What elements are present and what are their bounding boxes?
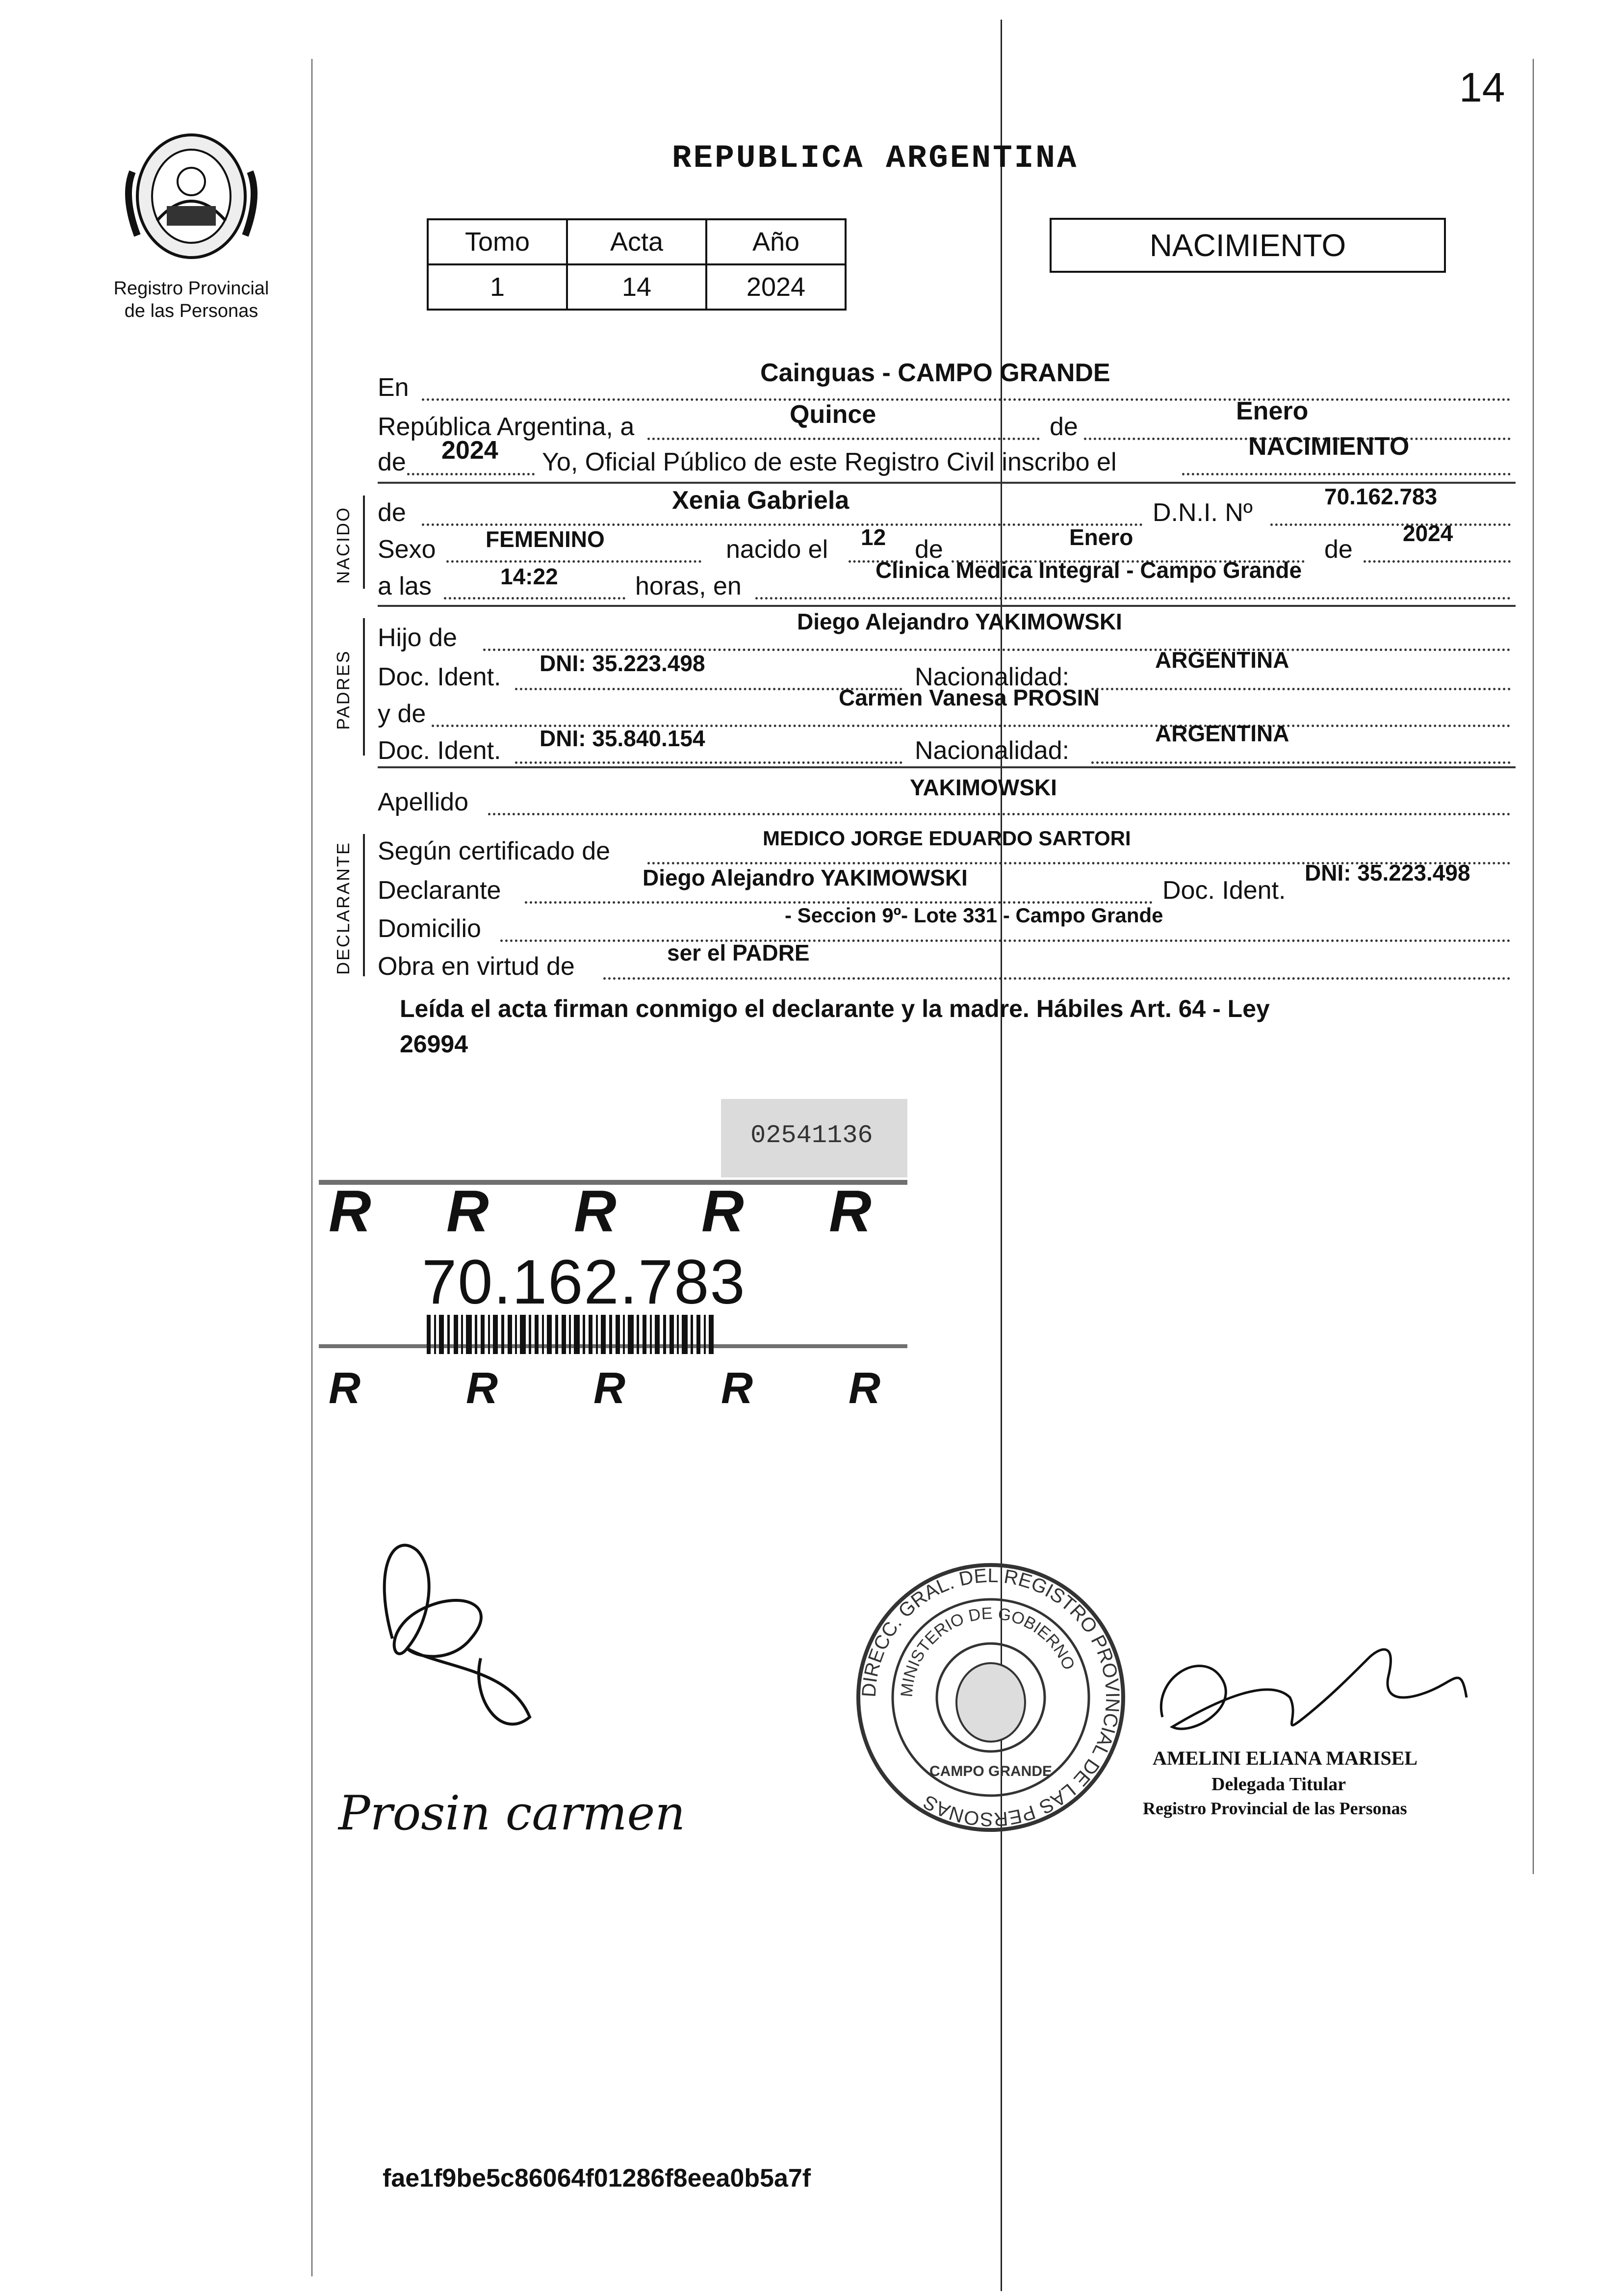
sticker-serial: 02541136: [750, 1121, 873, 1150]
horas-label: horas, en: [635, 572, 742, 600]
dotted-line: [1270, 523, 1511, 526]
domicilio-label: Domicilio: [378, 914, 481, 943]
dotted-line: [755, 597, 1511, 600]
declarante-section-label: DECLARANTE: [333, 841, 353, 975]
section-rule: [378, 766, 1516, 768]
dotted-line: [500, 939, 1511, 942]
birth-day-value: 12: [861, 524, 886, 550]
de-label: de: [915, 535, 943, 564]
birth-month-value: Enero: [1069, 524, 1133, 550]
svg-text:R: R: [849, 1364, 880, 1413]
nacido-el-label: nacido el: [726, 535, 828, 564]
dotted-line: [446, 560, 701, 563]
section-rule: [378, 605, 1516, 607]
svg-text:R: R: [829, 1178, 872, 1244]
month-value: Enero: [1236, 397, 1309, 425]
section-bracket: [363, 618, 365, 756]
father-name-value: Diego Alejandro YAKIMOWSKI: [797, 609, 1122, 634]
page-number: 14: [1459, 64, 1505, 110]
official-signature: [1143, 1619, 1476, 1756]
hijo-de-label: Hijo de: [378, 624, 457, 652]
dni-label: D.N.I. Nº: [1153, 498, 1253, 527]
declarante-doc-label: Doc. Ident.: [1162, 876, 1286, 905]
mother-nat-label: Nacionalidad:: [915, 736, 1070, 765]
nacido-section-label: NACIDO: [333, 506, 353, 584]
child-dni-value: 70.162.783: [1324, 484, 1438, 509]
declarante-name-value: Diego Alejandro YAKIMOWSKI: [643, 865, 968, 890]
dotted-line: [647, 438, 1040, 440]
document-hash: fae1f9be5c86064f01286f8eea0b5a7f: [383, 2164, 811, 2192]
left-margin-line: [311, 59, 312, 2276]
father-doc-value: DNI: 35.223.498: [540, 651, 705, 676]
birth-time-value: 14:22: [500, 564, 558, 589]
header-tomo: Tomo: [428, 219, 567, 264]
obra-value: ser el PADRE: [667, 940, 810, 965]
acta-type-value: NACIMIENTO: [1248, 432, 1410, 461]
svg-text:R: R: [466, 1364, 498, 1413]
svg-text:R: R: [329, 1364, 360, 1413]
de-label: de: [1324, 535, 1353, 564]
section-bracket: [363, 834, 365, 976]
declarante-label: Declarante: [378, 876, 501, 905]
record-table: [427, 218, 847, 311]
sexo-value: FEMENINO: [486, 526, 605, 552]
svg-text:R: R: [329, 1178, 371, 1244]
birth-place-value: Clinica Medica Integral - Campo Grande: [875, 557, 1302, 583]
sexo-label: Sexo: [378, 535, 436, 564]
obra-label: Obra en virtud de: [378, 952, 575, 981]
dotted-line: [1364, 560, 1511, 563]
father-doc-label: Doc. Ident.: [378, 663, 501, 691]
father-signature: [353, 1511, 608, 1737]
record-type-box: NACIMIENTO: [1050, 218, 1446, 273]
dotted-line: [422, 398, 1511, 401]
father-nat-value: ARGENTINA: [1155, 647, 1289, 673]
y-de-label: y de: [378, 700, 426, 728]
header-acta: Acta: [567, 219, 706, 264]
nacido-de-label: de: [378, 498, 406, 527]
provincial-emblem: [118, 123, 265, 270]
cert-label: Según certificado de: [378, 837, 611, 865]
declarante-doc-value: DNI: 35.223.498: [1305, 860, 1470, 886]
value-tomo: 1: [428, 264, 567, 310]
dotted-line: [488, 813, 1511, 815]
closing-text: [400, 991, 1489, 1062]
svg-text:R: R: [721, 1364, 753, 1413]
dotted-line: [603, 977, 1511, 980]
place-value: Cainguas - CAMPO GRANDE: [760, 359, 1110, 387]
a-las-label: a las: [378, 572, 432, 600]
dotted-line: [407, 473, 535, 475]
mother-doc-value: DNI: 35.840.154: [540, 726, 705, 751]
apellido-label: Apellido: [378, 788, 469, 816]
seal-bottom-text: CAMPO GRANDE: [929, 1763, 1053, 1779]
svg-text:R: R: [593, 1364, 625, 1413]
padres-section-label: PADRES: [333, 650, 353, 730]
svg-text:R: R: [701, 1178, 744, 1244]
child-name-value: Xenia Gabriela: [672, 486, 850, 515]
mother-doc-label: Doc. Ident.: [378, 736, 501, 765]
en-label: En: [378, 373, 409, 402]
dotted-line: [1182, 473, 1511, 475]
year-value: 2024: [441, 436, 498, 465]
father-nat-label: Nacionalidad:: [915, 663, 1070, 691]
logo-caption-line1: Registro Provincial: [113, 278, 269, 299]
cert-value: MEDICO JORGE EDUARDO SARTORI: [763, 827, 1131, 850]
logo-caption-line2: de las Personas: [124, 301, 258, 321]
logo-caption: [88, 277, 294, 322]
section-bracket: [363, 496, 365, 589]
de-label: de: [1050, 413, 1078, 441]
right-margin-line: [1533, 59, 1534, 1874]
value-anio: 2024: [706, 264, 846, 310]
header-anio: Año: [706, 219, 846, 264]
day-words-value: Quince: [790, 400, 876, 429]
official-role: Delegada Titular: [1211, 1774, 1346, 1795]
mother-signature: Prosin carmen: [338, 1786, 686, 1841]
seal-inner-text: MINISTERIO DE GOBIERNO: [897, 1604, 1079, 1698]
seal-ring-text: DIRECC. GRAL. DEL REGISTRO PROVINCIAL DE LAS PERSONAS: [858, 1565, 1124, 1830]
sticker-dni-number: 70.162.783: [422, 1247, 746, 1317]
closing-line2: 26994: [400, 1030, 468, 1058]
dni-sticker: [319, 1099, 907, 1418]
closing-line1: Leída el acta firman conmigo el declarante y la madre. Hábiles Art. 64 - Ley: [400, 995, 1270, 1022]
de2-label: de: [378, 448, 406, 476]
mother-nat-value: ARGENTINA: [1155, 721, 1289, 746]
document-title: REPUBLICA ARGENTINA: [672, 140, 1079, 177]
dotted-line: [444, 597, 625, 600]
apellido-value: YAKIMOWSKI: [910, 775, 1057, 800]
dotted-line: [1091, 688, 1511, 690]
dotted-line: [1091, 761, 1511, 764]
official-office: Registro Provincial de las Personas: [1143, 1799, 1407, 1818]
official-seal: [853, 1560, 1128, 1835]
value-acta: 14: [567, 264, 706, 310]
domicilio-value: - Seccion 9º- Lote 331 - Campo Grande: [785, 904, 1163, 927]
mother-name-value: Carmen Vanesa PROSIN: [839, 685, 1100, 710]
oficial-text: Yo, Oficial Público de este Registro Civil inscribo el: [542, 448, 1117, 476]
svg-text:R: R: [574, 1178, 617, 1244]
svg-text:R: R: [446, 1178, 489, 1244]
republica-label: República Argentina, a: [378, 413, 635, 441]
official-name: AMELINI ELIANA MARISEL: [1153, 1747, 1418, 1769]
birth-year-value: 2024: [1403, 521, 1453, 546]
dotted-line: [515, 761, 902, 764]
